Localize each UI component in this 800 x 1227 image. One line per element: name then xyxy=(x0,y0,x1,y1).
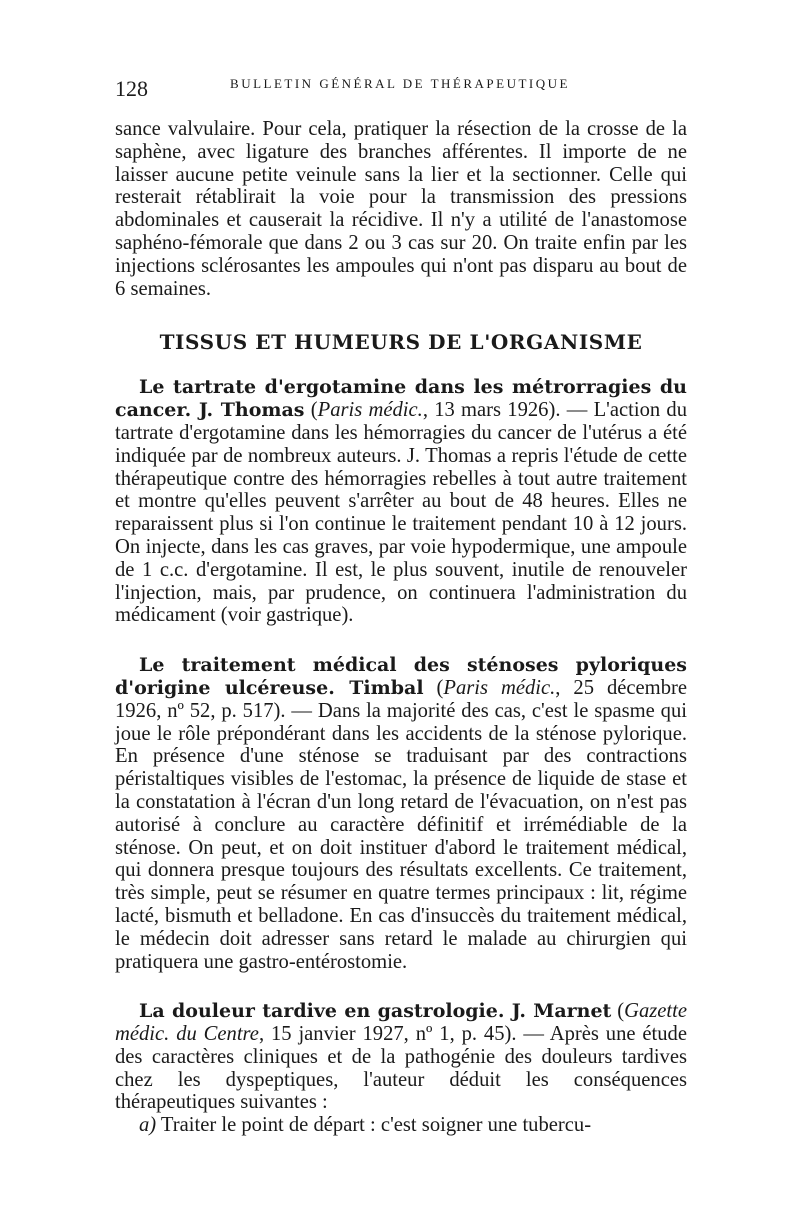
section-title: TISSUS ET HUMEURS DE L'ORGANISME xyxy=(159,330,643,355)
article-stenoses: Le traitement médical des sténoses pyloriques d'origine ulcéreuse. Timbal (Paris médic., 25 décembre 1926, nº 52, p. 517). — Dans la majorité des cas, c'est le spasme qui joue le rôle prépondérant dans les accidents de la sténose pylorique. En présence d'une sténose se traduisant par des contractions péristaltiques visibles de l'estomac, la présence de liquide de stase et la constatation à l'écran d'un long retard de l'évacuation, on n'est pas autorisé à conclure au caractère définitif et irrémédiable de la sténose. On peut, et on doit instituer d'abord le traitement médical, qui donnera presque toujours des résultats excellents. Ce traitement, très simple, peut se résumer en quatre termes principaux : lit, régime lacté, bismuth et belladone. En cas d'insuccès du traitement médical, le médecin doit adresser sans retard le malade au chirurgien qui pratiquera une gastro-entérostomie. xyxy=(115,654,688,973)
article-source: Paris médic. xyxy=(443,676,556,699)
list-item-text: Traiter le point de départ : c'est soigner une tubercu- xyxy=(156,1114,592,1137)
list-marker: a) xyxy=(139,1114,157,1137)
article-ergotamine: Le tartrate d'ergotamine dans les métrorragies du cancer. J. Thomas (Paris médic., 13 mars 1926). — L'action du tartrate d'ergotamine dans les hémorragies du cancer de l'utérus a été indiquée par de nombreux auteurs. J. Thomas a repris l'étude de cette thérapeutique contre des hémorragies rebelles à tout autre traitement et montre qu'elles peuvent s'arrêter au bout de 48 heures. Elles ne reparaissent plus si l'on continue le traitement pendant 10 à 12 jours. On injecte, dans les cas graves, par voie hypodermique, une ampoule de 1 c.c. d'ergotamine. Il est, le plus souvent, inutile de renouveler l'injection, mais, par prudence, on continuera l'administration du médicament (voir gastrique). xyxy=(115,376,688,627)
article-lead: La douleur tardive en gastrologie. J. Marnet xyxy=(139,1000,612,1023)
page-number: 128 xyxy=(115,76,148,101)
article-text: — Après une étude des caractères cliniques et de la pathogénie des douleurs tardives chez les dyspeptiques, l'auteur déduit les conséquences thérapeutiques suivantes : xyxy=(115,1023,687,1114)
article-source: Gazette médic. du Centre xyxy=(115,1000,687,1046)
article-douleur: La douleur tardive en gastrologie. J. Marnet (Gazette médic. du Centre, 15 janvier 1927, nº 1, p. 45). — Après une étude des caractères cliniques et de la pathogénie des douleurs tardives chez les dyspeptiques, l'auteur déduit les conséquences thérapeutiques suivantes : xyxy=(115,1000,687,1114)
article-source: Paris médic. xyxy=(317,399,423,422)
page-body xyxy=(115,118,687,1137)
intro-paragraph: sance valvulaire. Pour cela, pratiquer la résection de la crosse de la saphène, avec ligature des branches afférentes. Il importe de ne laisser aucune petite veinule sans la lier et la sectionner. Celle qui resterait rétablirait la voie pour la transmission des pressions abdominales et causerait la récidive. Il n'y a utilité de l'anastomose saphéno-fémorale que dans 2 ou 3 cas sur 20. On traite enfin par les injections sclérosantes les ampoules qui n'ont pas disparu au bout de 6 semaines. xyxy=(115,118,687,300)
article-lead: Le traitement médical des sténoses pyloriques d'origine ulcéreuse. Timbal xyxy=(115,654,687,699)
article-lead: Le tartrate d'ergotamine dans les métrorragies du cancer. J. Thomas xyxy=(115,376,687,422)
article-text: — L'action du tartrate d'ergotamine dans les hémorragies du cancer de l'utérus a été indiquée par de nombreux auteurs. J. Thomas a repris l'étude de cette thérapeutique contre des hémorragies rebelles à tout autre traitement et montre qu'elles peuvent s'arrêter au bout de 48 heures. Elles ne reparaissent plus si l'on continue le traitement pendant 10 à 12 jours. On injecte, dans les cas graves, par voie hypodermique, une ampoule de 1 c.c. d'ergotamine. Il est, le plus souvent, inutile de renouveler l'injection, mais, par prudence, on continuera l'administration du médicament (voir gastrique). xyxy=(115,399,688,627)
article-text: — Dans la majorité des cas, c'est le spasme qui joue le rôle prépondérant dans les accidents de la sténose pylorique. En présence d'une sténose se traduisant par des contractions péristaltiques visibles de l'estomac, la présence de liquide de stase et la constatation à l'écran d'un long retard de l'évacuation, on n'est pas autorisé à conclure au caractère définitif et irrémédiable de la sténose. On peut, et on doit instituer d'abord le traitement médical, qui donnera presque toujours des résultats excellents. Ce traitement, très simple, peut se résumer en quatre termes principaux : lit, régime lacté, bismuth et belladone. En cas d'insuccès du traitement médical, le médecin doit adresser sans retard le malade au chirurgien qui pratiquera une gastro-entérostomie. xyxy=(115,699,688,973)
running-head xyxy=(115,76,685,102)
list-item-a xyxy=(115,1114,687,1137)
journal-title: BULLETIN GÉNÉRAL DE THÉRAPEUTIQUE xyxy=(230,76,570,91)
